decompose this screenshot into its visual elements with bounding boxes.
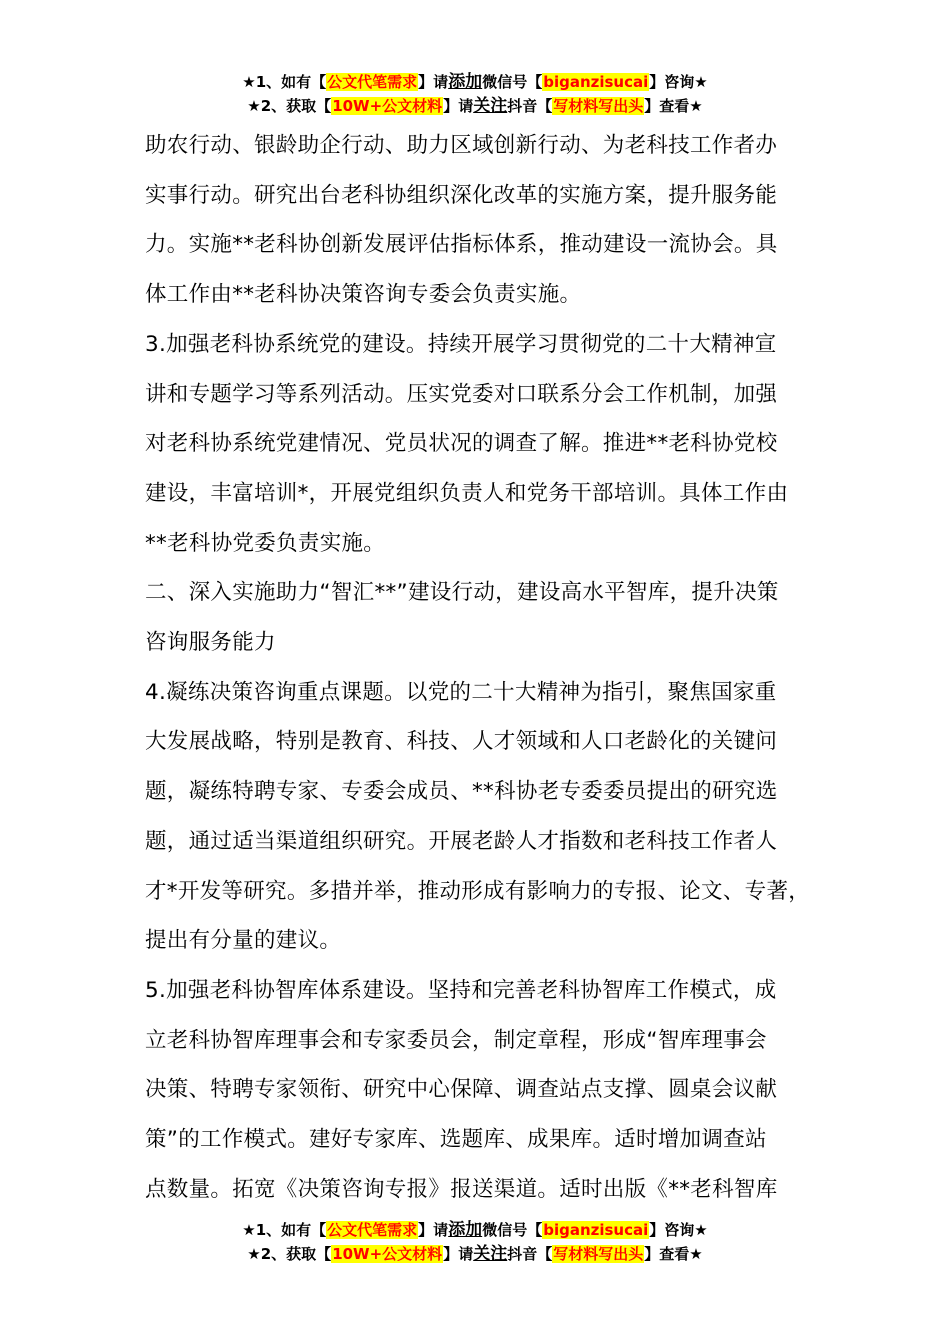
highlight-materials-text: 10W+公文材料 (332, 1245, 443, 1263)
banner-text: 】请 (443, 97, 474, 115)
banner-text: 】请 (418, 73, 449, 91)
text-line: 决策、特聘专家领衔、研究中心保障、调查站点支撑、圆桌会议献 (145, 1077, 778, 1103)
wechat-id-text: biganzisucai (543, 1221, 649, 1239)
wechat-id-text: biganzisucai (543, 73, 649, 91)
emphasis-text: 关注 (473, 96, 508, 116)
text-line: 力。实施**老科协创新发展评估指标体系，推动建设一流协会。具 (145, 232, 778, 258)
douyin-account-text: 写材料写出头 (553, 97, 644, 115)
header-banner (0, 70, 950, 118)
banner-text: 】查看★ (644, 1245, 703, 1263)
text-line: 讲和专题学习等系列活动。压实党委对口联系分会工作机制，加强 (145, 381, 778, 407)
banner-text: 】请 (418, 1221, 449, 1239)
banner-line-1 (0, 1218, 950, 1242)
text-line: 题，通过适当渠道组织研究。开展老龄人才指数和老科技工作者人 (145, 828, 778, 854)
banner-text: 】咨询★ (649, 1221, 708, 1239)
text-line: 点数量。拓宽《决策咨询专报》报送渠道。适时出版《**老科智库 (145, 1176, 778, 1202)
text-line: 体工作由**老科协决策咨询专委会负责实施。 (145, 282, 582, 308)
banner-text: ★1、如有【 (242, 73, 327, 91)
banner-text: 抖音【 (507, 1245, 553, 1263)
text-line: 4.凝练决策咨询重点课题。以党的二十大精神为指引，聚焦国家重 (145, 679, 777, 705)
banner-line-2 (0, 94, 950, 118)
text-line: 提出有分量的建议。 (145, 928, 342, 954)
banner-line-1 (0, 70, 950, 94)
text-line: 实事行动。研究出台老科协组织深化改革的实施方案，提升服务能 (145, 182, 778, 208)
banner-text: 】查看★ (644, 97, 703, 115)
text-line: 对老科协系统党建情况、党员状况的调查了解。推进**老科协党校 (145, 431, 778, 457)
banner-text: 】请 (443, 1245, 474, 1263)
text-line: 立老科协智库理事会和专家委员会，制定章程，形成“智库理事会 (145, 1027, 767, 1053)
text-line: 大发展战略，特别是教育、科技、人才领域和人口老龄化的关键问 (145, 729, 778, 755)
emphasis-text: 添加 (448, 72, 483, 92)
section-heading-line: 咨询服务能力 (145, 630, 276, 656)
highlight-materials-text: 10W+公文材料 (332, 97, 443, 115)
section-heading-line: 二、深入实施助力“智汇**”建设行动，建设高水平智库，提升决策 (145, 580, 779, 606)
highlight-ghostwriting-text: 公文代笔需求 (327, 73, 418, 91)
emphasis-text: 关注 (473, 1244, 508, 1264)
footer-banner (0, 1218, 950, 1266)
banner-text: 微信号【 (482, 1221, 543, 1239)
emphasis-text: 添加 (448, 1220, 483, 1240)
text-line: **老科协党委负责实施。 (145, 530, 386, 556)
text-line: 策”的工作模式。建好专家库、选题库、成果库。适时增加调查站 (145, 1127, 767, 1153)
text-line: 题，凝练特聘专家、专委会成员、**科协老专委委员提出的研究选 (145, 779, 778, 805)
text-line: 5.加强老科协智库体系建设。坚持和完善老科协智库工作模式，成 (145, 977, 777, 1003)
banner-text: 】咨询★ (649, 73, 708, 91)
douyin-account-text: 写材料写出头 (553, 1245, 644, 1263)
banner-text: ★1、如有【 (242, 1221, 327, 1239)
banner-text: 微信号【 (482, 73, 543, 91)
banner-text: ★2、获取【 (247, 97, 332, 115)
document-body (145, 121, 845, 1214)
text-line: 3.加强老科协系统党的建设。持续开展学习贯彻党的二十大精神宣 (145, 331, 777, 357)
banner-text: ★2、获取【 (247, 1245, 332, 1263)
highlight-ghostwriting-text: 公文代笔需求 (327, 1221, 418, 1239)
text-line: 才*开发等研究。多措并举，推动形成有影响力的专报、论文、专著， (145, 878, 811, 904)
banner-text: 抖音【 (507, 97, 553, 115)
text-line: 助农行动、银龄助企行动、助力区域创新行动、为老科技工作者办 (145, 133, 778, 158)
text-line: 建设，丰富培训*，开展党组织负责人和党务干部培训。具体工作由 (145, 480, 789, 506)
banner-line-2 (0, 1242, 950, 1266)
